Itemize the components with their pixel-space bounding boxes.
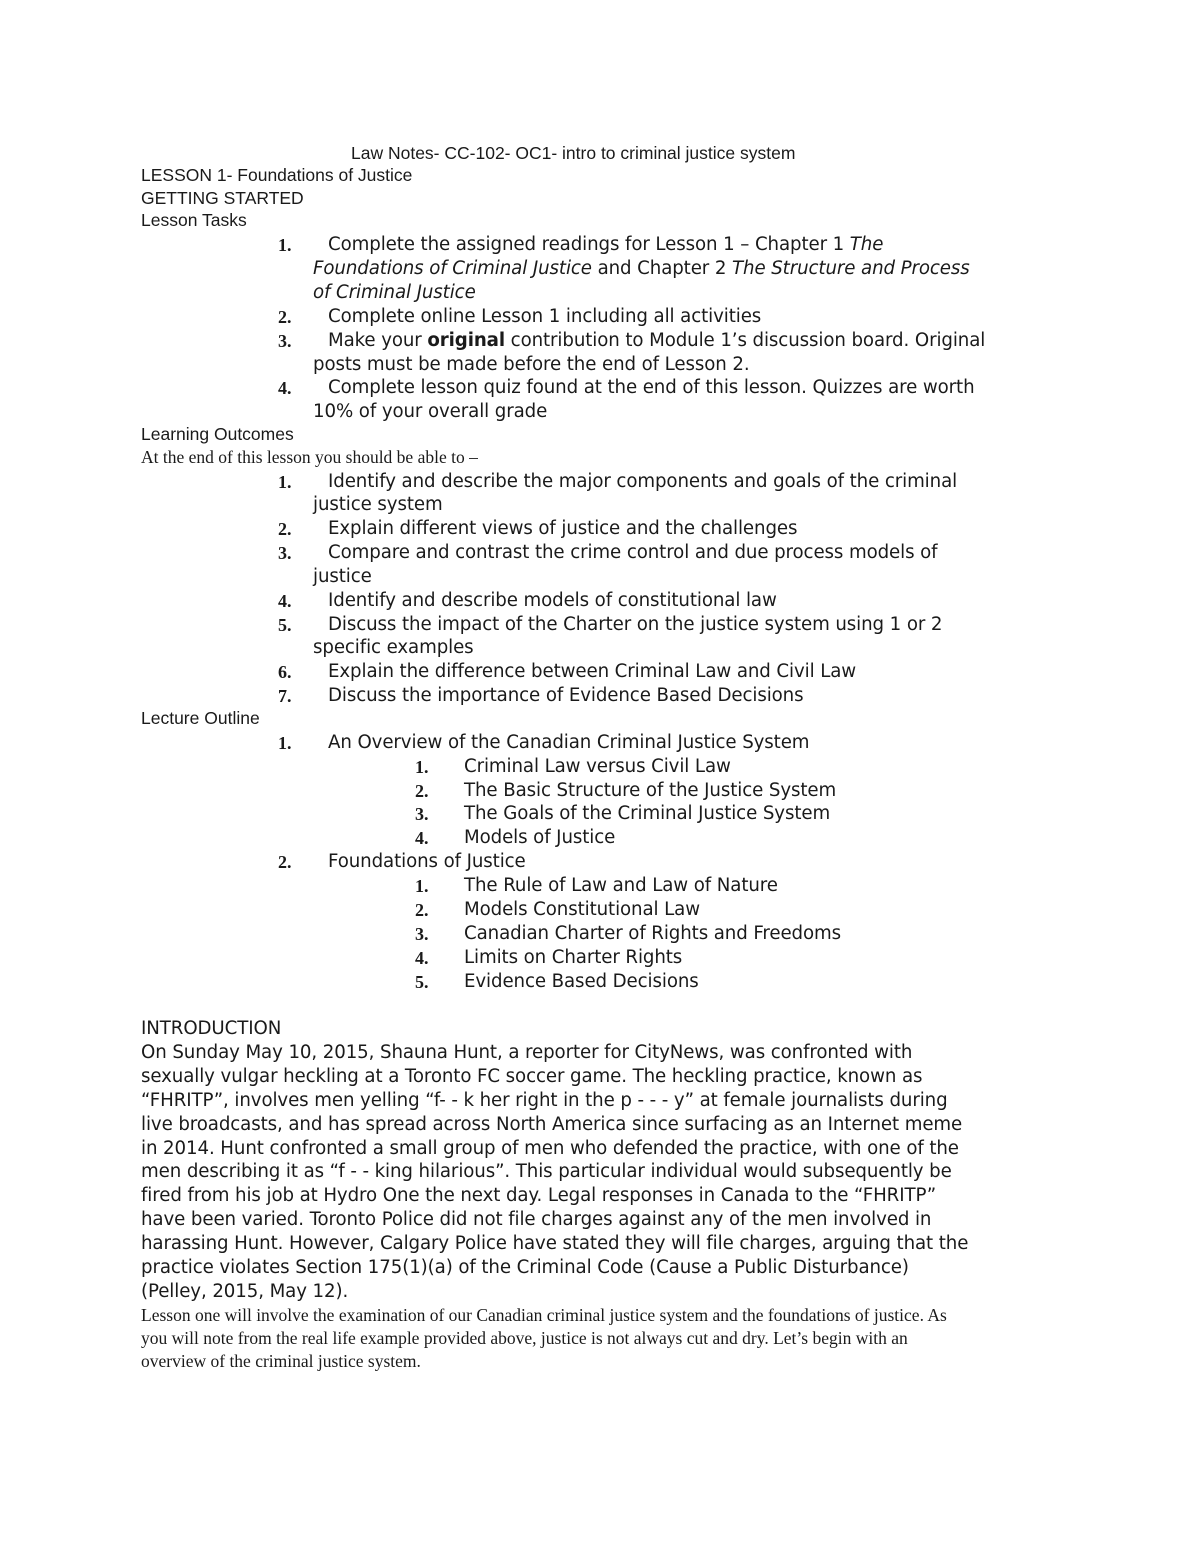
outcome-text: Discuss the importance of Evidence Based Decisions bbox=[328, 685, 804, 706]
outline-number: 2. bbox=[278, 852, 292, 872]
outline-sub-number: 2. bbox=[415, 900, 429, 920]
outcome-number: 2. bbox=[278, 519, 292, 539]
outline-sub-text: Models Constitutional Law bbox=[464, 899, 701, 920]
outcome-number: 1. bbox=[278, 472, 292, 492]
outline-text: Foundations of Justice bbox=[328, 851, 526, 872]
task-number: 1. bbox=[278, 235, 292, 255]
document-title: Law Notes- CC-102- OC1- intro to criminal justice system bbox=[351, 143, 796, 163]
introduction-heading: INTRODUCTION bbox=[141, 1018, 282, 1039]
book-title-text: The bbox=[849, 234, 884, 255]
lecture-outline-label: Lecture Outline bbox=[141, 708, 260, 728]
learning-outcomes-label: Learning Outcomes bbox=[141, 424, 294, 444]
task-text: Make your bbox=[328, 330, 428, 351]
outline-sub-text: The Goals of the Criminal Justice System bbox=[464, 803, 831, 824]
outcome-text: Identify and describe models of constitutional law bbox=[328, 590, 777, 611]
outcome-text: Compare and contrast the crime control and due process models of bbox=[328, 542, 938, 563]
outcome-number: 6. bbox=[278, 662, 292, 682]
lesson-heading: LESSON 1- Foundations of Justice bbox=[141, 165, 413, 185]
book-title-text: Foundations of Criminal Justice bbox=[313, 258, 592, 279]
outline-sub-text: Canadian Charter of Rights and Freedoms bbox=[464, 923, 842, 944]
outline-sub-text: The Basic Structure of the Justice System bbox=[464, 780, 837, 801]
task-text-line bbox=[313, 257, 970, 281]
task-text: posts must be made before the end of Lesson 2. bbox=[313, 354, 750, 375]
book-title-text: of Criminal Justice bbox=[313, 282, 476, 303]
paragraph-line: you will note from the real life example provided above, justice is not always cut and dry. Let’s begin with an bbox=[141, 1328, 908, 1348]
outline-sub-text: The Rule of Law and Law of Nature bbox=[464, 875, 778, 896]
paragraph-line: fired from his job at Hydro One the next day. Legal responses in Canada to the “FHRITP” bbox=[141, 1185, 937, 1206]
outline-sub-number: 4. bbox=[415, 948, 429, 968]
outline-number: 1. bbox=[278, 733, 292, 753]
outcomes-intro: At the end of this lesson you should be able to – bbox=[141, 447, 478, 467]
outcome-number: 7. bbox=[278, 686, 292, 706]
paragraph-line: “FHRITP”, involves men yelling “f- - k her right in the p - - - y” at female journalists during bbox=[141, 1090, 948, 1111]
outcome-text: specific examples bbox=[313, 637, 474, 658]
outline-sub-text: Criminal Law versus Civil Law bbox=[464, 756, 731, 777]
outcome-number: 4. bbox=[278, 591, 292, 611]
outline-sub-number: 1. bbox=[415, 876, 429, 896]
paragraph-line: sexually vulgar heckling at a Toronto FC soccer game. The heckling practice, known as bbox=[141, 1066, 923, 1087]
task-text: Complete the assigned readings for Lesson 1 – Chapter 1 bbox=[328, 234, 850, 255]
book-title-text: The Structure and Process bbox=[732, 258, 970, 279]
task-text: Complete online Lesson 1 including all activities bbox=[328, 306, 762, 327]
outline-sub-number: 2. bbox=[415, 781, 429, 801]
paragraph-line: harassing Hunt. However, Calgary Police have stated they will file charges, arguing that the bbox=[141, 1233, 969, 1254]
task-text: and Chapter 2 bbox=[591, 258, 733, 279]
task-text-line bbox=[328, 233, 883, 257]
outcome-text: justice bbox=[313, 566, 372, 587]
outcome-text: Discuss the impact of the Charter on the justice system using 1 or 2 bbox=[328, 614, 943, 635]
task-text-line bbox=[328, 329, 985, 353]
task-text: 10% of your overall grade bbox=[313, 401, 548, 422]
outcome-text: Explain different views of justice and the challenges bbox=[328, 518, 798, 539]
paragraph-line: On Sunday May 10, 2015, Shauna Hunt, a reporter for CityNews, was confronted with bbox=[141, 1042, 913, 1063]
task-number: 2. bbox=[278, 307, 292, 327]
outline-sub-number: 3. bbox=[415, 924, 429, 944]
outline-text: An Overview of the Canadian Criminal Justice System bbox=[328, 732, 810, 753]
outline-sub-number: 5. bbox=[415, 972, 429, 992]
lesson-tasks-label: Lesson Tasks bbox=[141, 210, 247, 230]
outline-sub-text: Models of Justice bbox=[464, 827, 616, 848]
outcome-text: justice system bbox=[313, 494, 443, 515]
paragraph-line: have been varied. Toronto Police did not file charges against any of the men involved in bbox=[141, 1209, 932, 1230]
outline-sub-text: Limits on Charter Rights bbox=[464, 947, 683, 968]
outcome-number: 3. bbox=[278, 543, 292, 563]
task-number: 3. bbox=[278, 331, 292, 351]
outcome-text: Identify and describe the major components and goals of the criminal bbox=[328, 471, 958, 492]
getting-started-heading: GETTING STARTED bbox=[141, 188, 304, 208]
task-number: 4. bbox=[278, 378, 292, 398]
task-text: Complete lesson quiz found at the end of this lesson. Quizzes are worth bbox=[328, 377, 975, 398]
paragraph-line: in 2014. Hunt confronted a small group of men who defended the practice, with one of the bbox=[141, 1138, 959, 1159]
outcome-number: 5. bbox=[278, 615, 292, 635]
outline-sub-number: 3. bbox=[415, 804, 429, 824]
outline-sub-number: 4. bbox=[415, 828, 429, 848]
task-text: contribution to Module 1’s discussion board. Original bbox=[504, 330, 986, 351]
paragraph-line: (Pelley, 2015, May 12). bbox=[141, 1281, 349, 1302]
outcome-text: Explain the difference between Criminal Law and Civil Law bbox=[328, 661, 857, 682]
paragraph-line: Lesson one will involve the examination of our Canadian criminal justice system and the foundations of justice. As bbox=[141, 1305, 947, 1325]
outline-sub-number: 1. bbox=[415, 757, 429, 777]
paragraph-line: overview of the criminal justice system. bbox=[141, 1351, 421, 1371]
paragraph-line: men describing it as “f - - king hilarious”. This particular individual would subsequently be bbox=[141, 1161, 952, 1182]
paragraph-line: practice violates Section 175(1)(a) of the Criminal Code (Cause a Public Disturbance) bbox=[141, 1257, 909, 1278]
paragraph-line: live broadcasts, and has spread across North America since surfacing as an Internet meme bbox=[141, 1114, 963, 1135]
emphasis-text: original bbox=[427, 330, 505, 351]
outline-sub-text: Evidence Based Decisions bbox=[464, 971, 699, 992]
